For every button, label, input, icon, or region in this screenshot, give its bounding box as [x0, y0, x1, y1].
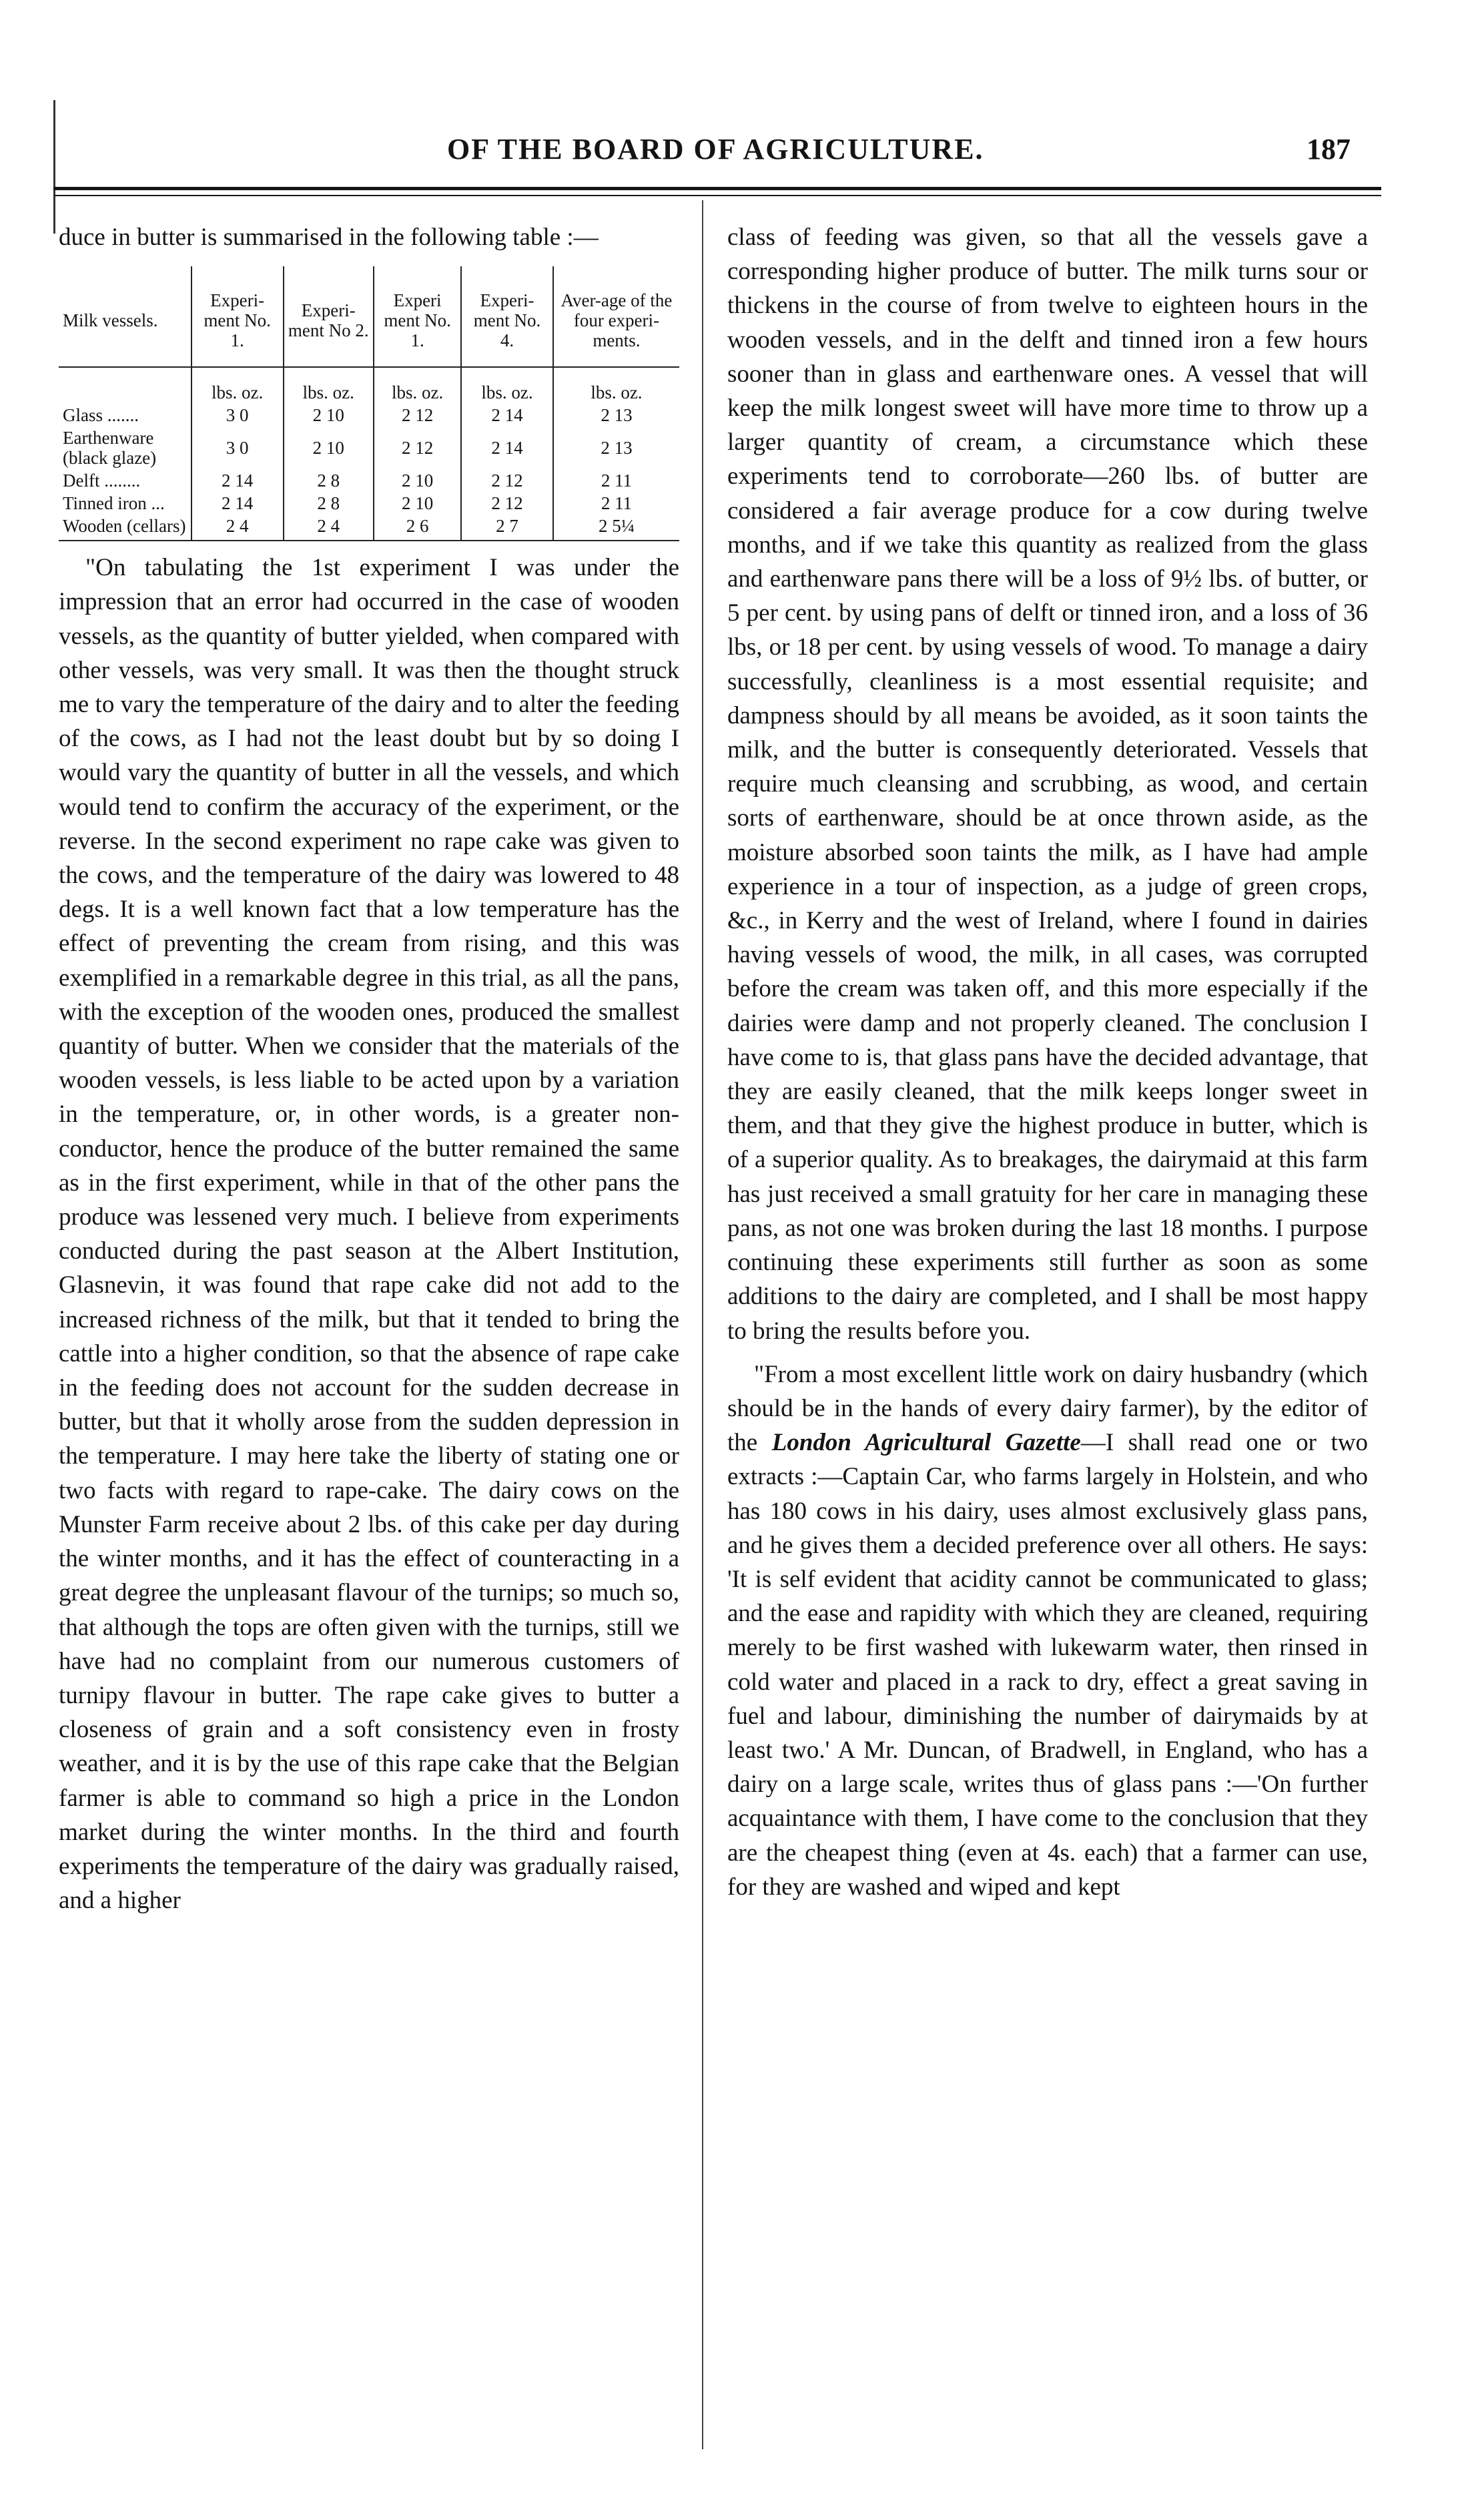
col-header-exp2: Experi-ment No 2. — [284, 266, 374, 367]
table-cell: 2 14 — [461, 404, 553, 426]
table-cell: 3 0 — [192, 404, 284, 426]
table-cell: 2 12 — [461, 492, 553, 515]
publication-title: London Agricultural Gazette — [771, 1429, 1081, 1457]
table-row — [59, 492, 679, 515]
col-header-exp1: Experi-ment No. 1. — [192, 266, 284, 367]
table-cell: 2 11 — [553, 469, 679, 492]
table-row — [59, 426, 679, 469]
table-row — [59, 515, 679, 541]
unit-cell: lbs. oz. — [553, 367, 679, 404]
table-cell: 2 7 — [461, 515, 553, 541]
row-label: Tinned iron ... — [63, 493, 165, 514]
table-cell: 2 12 — [374, 404, 461, 426]
table-row — [59, 469, 679, 492]
table-cell: 2 10 — [374, 492, 461, 515]
body-paragraph: "On tabulating the 1st experiment I was under the impression that an error had occurred in the case of wooden vessels, as the quantity of butter yielded, when compared with other vessels, was very small. It was then the thought struck me to vary the temperature of the dairy and to alter the feeding of the cows, as I had not the least doubt but by so doing I would vary the quantity of butter in all the vessels, and which would tend to confirm the accuracy of the experiment, or the reverse. In the second experiment no rape cake was given to the cows, and the temperature of the dairy was lowered to 48 degs. It is a well known fact that a low temperature has the effect of preventing the cream from rising, and this was exemplified in a remarkable degree in this trial, as all the pans, with the exception of the wooden ones, produced the smallest quantity of butter. When we consider that the materials of the wooden vessels, is less liable to be acted upon by a variation in the temperature, or, in other words, is a greater non-conductor, hence the produce of the butter remained the same as in the first experiment, while in that of the other pans the produce was lessened very much. I believe from experiments conducted during the past season at the Albert Institution, Glasnevin, it was found that rape cake did not add to the increased richness of the milk, but that it tended to bring the cattle into a higher condition, so that the absence of rape cake in the feeding does not account for the sudden decrease in butter, but that it wholly arose from the sudden depression in the temperature. I may here take the liberty of stating one or two facts with regard to rape-cake. The dairy cows on the Munster Farm receive about 2 lbs. of this cake per day during the winter months, and it has the effect of counteracting in a great degree the unpleasant flavour of the turnips; so much so, that although the tops are often given with the turnips, still we have had no complaint from our numerous customers of turnipy flavour in butter. The rape cake gives to butter a closeness of grain and a soft consistency even in frosty weather, and it is by the use of this rape cake that the Belgian farmer is able to command so high a price in the London market during the winter months. In the third and fourth experiments the temperature of the dairy was gradually raised, and a higher — [59, 554, 679, 1915]
quote-text: —I shall read one or two extracts :—Captain Car, who farms largely in Holstein, and who has 180 cows in his dairy, uses almost exclusively glass pans, and he gives them a decided preference over all others. He says: 'It is self evident that acidity cannot be communicated to glass; and the ease and rapidity with which they are cleaned, requiring merely to be first washed with lukewarm water, then rinsed in cold water and placed in a rack to dry, effect a great saving in fuel and labour, diminishing the number of dairymaids by at least two.' A Mr. Duncan, of Bradwell, in England, who has a dairy on a large scale, writes thus of glass pans :—'On further acquaintance with them, I have come to the conclusion that they are the cheapest thing (even at 4s. each) that a farmer can use, for they are washed and wiped and kept — [727, 1429, 1368, 1901]
table-cell: 2 14 — [192, 492, 284, 515]
unit-cell: lbs. oz. — [374, 367, 461, 404]
units-row — [59, 367, 679, 404]
col-header-average: Aver-age of the four experi-ments. — [553, 266, 679, 367]
table-cell: 2 14 — [192, 469, 284, 492]
table-cell: 2 6 — [374, 515, 461, 541]
row-label: Delft ........ — [63, 471, 141, 491]
running-title: OF THE BOARD OF AGRICULTURE. — [447, 133, 984, 166]
body-paragraph: class of feeding was given, so that all the vessels gave a corresponding higher produce of butter. The milk turns sour or thickens in the course of from twelve to eighteen hours in the wooden vessels, and in the delft and tinned iron a few hours sooner than in glass and earthenware ones. A vessel that will keep the milk longest sweet will have more time to throw up a larger quantity of cream, a circumstance which these experiments tend to corroborate—260 lbs. of butter are considered a fair average produce for a cow during twelve months, and if we take this quantity as realized from the glass and earthenware pans there will be a loss of 9½ lbs. of butter, or 5 per cent. by using pans of delft or tinned iron, and a loss of 36 lbs, or 18 per cent. by using vessels of wood. To manage a dairy successfully, cleanliness is a most essential requisite; and dampness should by all means be avoided, as it soon taints the milk, and the butter is consequently deteriorated. Vessels that require much cleansing and scrubbing, as wood, and certain sorts of earthenware, should be at once thrown aside, as the moisture absorbed soon taints the milk, as I have had ample experience in a tour of inspection, as a judge of green crops, &c., in Kerry and the west of Ireland, where I found in dairies having vessels of wood, the milk, in all cases, was corrupted before the cream was taken off, and this more especially if the dairies were damp and not properly cleaned. The conclusion I have come to is, that glass pans have the decided advantage, that they are easily cleaned, that the milk keeps longer sweet in them, and that they give the highest produce in butter, which is of a superior quality. As to breakages, the dairymaid at this farm has just received a small gratuity for her care in managing these pans, as not one was broken during the last 18 months. I purpose continuing these experiments still further as soon as some additions to the dairy are completed, and I shall be most happy to bring the results before you. — [727, 224, 1368, 1345]
header-rule-thin — [53, 195, 1381, 196]
quote-intro: "From a most excellent little work on dairy husbandry (which should be in the hands of every dairy farmer), by the editor of the — [727, 1360, 1368, 1457]
butter-yield-table — [59, 266, 679, 541]
table-cell: 3 0 — [192, 426, 284, 469]
table-intro: duce in butter is summarised in the following table :— — [59, 224, 599, 251]
table-cell: 2 10 — [284, 426, 374, 469]
unit-cell: lbs. oz. — [284, 367, 374, 404]
page-header — [53, 132, 1388, 179]
table-cell: 2 13 — [553, 426, 679, 469]
body-paragraph-quote — [727, 1357, 1368, 1904]
table-cell: 2 13 — [553, 404, 679, 426]
unit-cell — [59, 367, 192, 404]
row-label: Wooden (cellars) — [59, 515, 192, 541]
col-header-exp3: Experi ment No. 1. — [374, 266, 461, 367]
table-cell: 2 8 — [284, 469, 374, 492]
row-label: Glass ....... — [63, 405, 139, 426]
table-cell: 2 8 — [284, 492, 374, 515]
table-cell: 2 4 — [284, 515, 374, 541]
table-row — [59, 404, 679, 426]
table-cell: 2 11 — [553, 492, 679, 515]
right-column — [727, 220, 1368, 1904]
table-header-row — [59, 266, 679, 367]
table-cell: 2 12 — [461, 469, 553, 492]
table-cell: 2 10 — [284, 404, 374, 426]
unit-cell: lbs. oz. — [461, 367, 553, 404]
column-divider — [702, 200, 703, 2449]
col-header-vessels: Milk vessels. — [59, 266, 192, 367]
table-cell: 2 14 — [461, 426, 553, 469]
unit-cell: lbs. oz. — [192, 367, 284, 404]
col-header-exp4: Experi-ment No. 4. — [461, 266, 553, 367]
left-column — [59, 220, 679, 1917]
table-cell: 2 5¼ — [553, 515, 679, 541]
page-number: 187 — [1307, 133, 1351, 166]
table-cell: 2 10 — [374, 469, 461, 492]
row-label: Earthenware (black glaze) — [63, 428, 157, 469]
header-rule-thick — [53, 187, 1381, 190]
table-cell: 2 4 — [192, 515, 284, 541]
table-cell: 2 12 — [374, 426, 461, 469]
